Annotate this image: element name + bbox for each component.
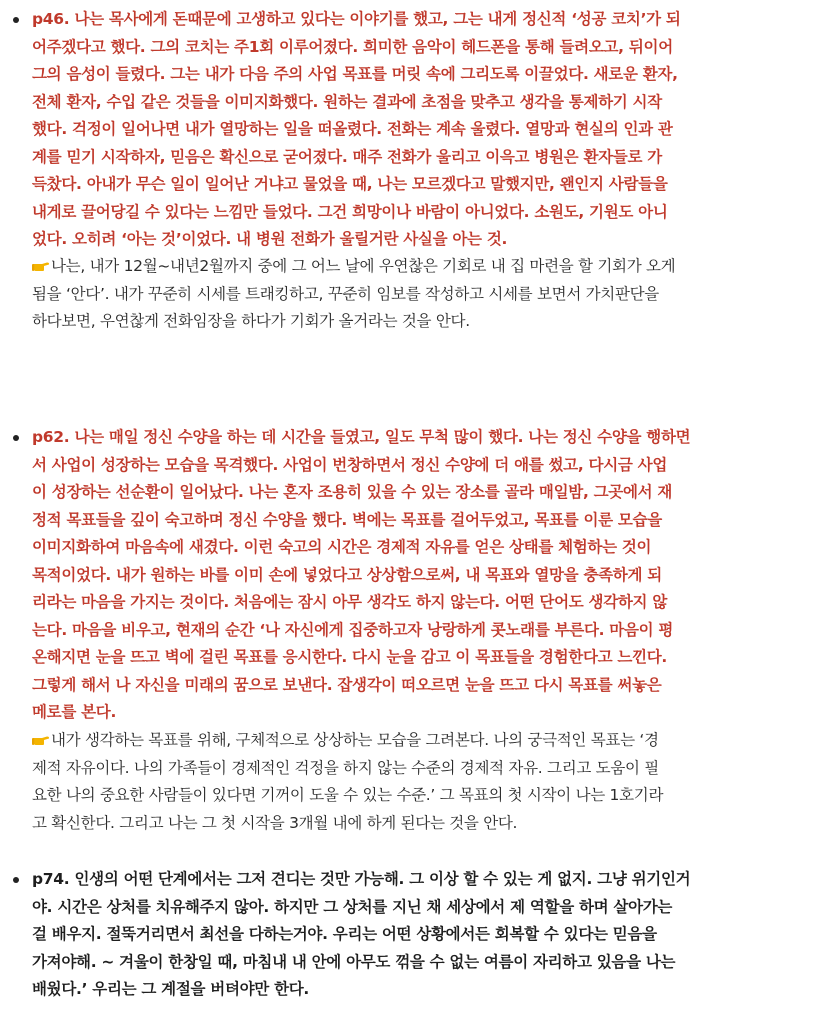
quote-line: p74. 인생의 어떤 단계에서는 그저 견디는 것만 가능해. 그 이상 할 수 있는 게 없지. 그냥 위기인거 xyxy=(32,870,691,888)
quote-line: 이 성장하는 선순환이 일어났다. 나는 혼자 조용히 있을 수 있는 장소를 골라 매일밤, 그곳에서 재 xyxy=(32,483,673,501)
quote-line: p62. 나는 매일 정신 수양을 하는 데 시간을 들였고, 일도 무척 많이 했다. 나는 정신 수양을 행하면 xyxy=(32,428,691,446)
pointing-hand-icon xyxy=(32,732,50,746)
quote-line: 정적 목표들을 깊이 숙고하며 정신 수양을 했다. 벽에는 목표를 걸어두었고, 목표를 이룬 모습을 xyxy=(32,510,662,529)
quote-line: 가져야해. ~ 겨울이 한창일 때, 마침내 내 안에 아무도 꺾을 수 없는 여름이 자리하고 있음을 나는 xyxy=(32,952,676,971)
quote-line: 는다. 마음을 비우고, 현재의 순간 ‘나 자신에게 집중하고자 낭랑하게 콧노래를 부른다. 마음이 평 xyxy=(32,620,674,639)
quote-line: 목적이었다. 내가 원하는 바를 이미 손에 넣었다고 상상함으로써, 내 목표와 열망을 충족하게 되 xyxy=(32,565,662,584)
quote-line: 야. 시간은 상처를 치유해주지 않아. 하지만 그 상처를 지닌 채 세상에서 제 역할을 하며 살아가는 xyxy=(32,897,673,916)
reflection-line: 나는, 내가 12월~내년2월까지 중에 그 어느 날에 우연찮은 기회로 내 집 마련을 할 기회가 오게 xyxy=(32,253,824,281)
quote-line: 이미지화하여 마음속에 새겼다. 이런 숙고의 시간은 경제적 자유를 얻은 상태를 체험하는 것이 xyxy=(32,538,652,556)
bullet-icon xyxy=(13,17,19,23)
reflection-line: 요한 나의 중요한 사람들이 있다면 기꺼이 도울 수 있는 수준.’ 그 목표의 첫 시작이 나는 1호기라 xyxy=(32,786,664,804)
quote-text xyxy=(32,866,824,1004)
pointing-hand-icon xyxy=(32,258,50,272)
reflection-line: 내가 생각하는 목표를 위해, 구체적으로 상상하는 모습을 그려본다. 나의 궁극적인 목표는 ‘경 xyxy=(32,727,824,755)
quote-line: 메로를 본다. xyxy=(32,703,117,721)
quote-line: 했다. 걱정이 일어나면 내가 열망하는 일을 떠올렸다. 전화는 계속 울렸다. 열망과 현실의 인과 관 xyxy=(32,120,673,138)
quote-line: p46. 나는 목사에게 돈때문에 고생하고 있다는 이야기를 했고, 그는 내게 정신적 ‘성공 코치’가 되 xyxy=(32,10,681,28)
quote-line: 계를 믿기 시작하자, 믿음은 확신으로 굳어졌다. 매주 전화가 울리고 이윽고 병원은 환자들로 가 xyxy=(32,147,662,166)
quote-line: 온해지면 눈을 뜨고 벽에 걸린 목표를 응시한다. 다시 눈을 감고 이 목표들을 경험한다고 느낀다. xyxy=(32,648,668,666)
bullet-icon xyxy=(13,877,19,883)
quote-line: 어주겠다고 했다. 그의 코치는 주1회 이루어졌다. 희미한 음악이 헤드폰을 통해 들려오고, 뒤이어 xyxy=(32,37,673,56)
reflection-line: 됨을 ‘안다’. 내가 꾸준히 시세를 트래킹하고, 꾸준히 임보를 작성하고 시세를 보면서 가치판단을 xyxy=(32,284,659,303)
quote-text xyxy=(32,424,824,727)
reflection-line: 제적 자유이다. 나의 가족들이 경제적인 걱정을 하지 않는 수준의 경제적 자유. 그리고 도움이 필 xyxy=(32,758,659,777)
bullet-icon xyxy=(13,435,19,441)
quote-line: 배웠다.’ 우리는 그 계절을 버텨야만 한다. xyxy=(32,980,310,998)
quote-line: 서 사업이 성장하는 모습을 목격했다. 사업이 번창하면서 정신 수양에 더 애를 썼고, 다시금 사업 xyxy=(32,455,668,474)
quote-text xyxy=(32,6,824,254)
reflection-text xyxy=(32,727,824,837)
quote-line: 전체 환자, 수입 같은 것들을 이미지화했다. 원하는 결과에 초점을 맞추고 생각을 통제하기 시작 xyxy=(32,92,662,111)
reflection-line: 하다보면, 우연찮게 전화임장을 하다가 기회가 올거라는 것을 안다. xyxy=(32,312,470,330)
quote-line: 내게로 끌어당길 수 있다는 느낌만 들었다. 그건 희망이나 바람이 아니었다. 소원도, 기원도 아니 xyxy=(32,202,668,221)
quote-line: 그의 음성이 들렸다. 그는 내가 다음 주의 사업 목표를 머릿 속에 그리도록 이끌었다. 새로운 환자, xyxy=(32,65,678,83)
quote-line: 었다. 오히려 ‘아는 것’이었다. 내 병원 전화가 울릴거란 사실을 아는 것. xyxy=(32,230,508,248)
reflection-line: 고 확신한다. 그리고 나는 그 첫 시작을 3개월 내에 하게 된다는 것을 안다. xyxy=(32,813,518,832)
quote-line: 걸 배우지. 절뚝거리면서 최선을 다하는거야. 우리는 어떤 상황에서든 회복할 수 있다는 믿음을 xyxy=(32,925,657,943)
reflection-text xyxy=(32,253,824,336)
quote-line: 그렇게 해서 나 자신을 미래의 꿈으로 보낸다. 잡생각이 떠오르면 눈을 뜨고 다시 목표를 써놓은 xyxy=(32,675,662,694)
quote-line: 리라는 마음을 가지는 것이다. 처음에는 잠시 아무 생각도 하지 않는다. 어떤 단어도 생각하지 않 xyxy=(32,593,668,611)
quote-line: 득찼다. 아내가 무슨 일이 일어난 거냐고 물었을 때, 나는 모르겠다고 말했지만, 왠인지 사람들을 xyxy=(32,175,668,193)
